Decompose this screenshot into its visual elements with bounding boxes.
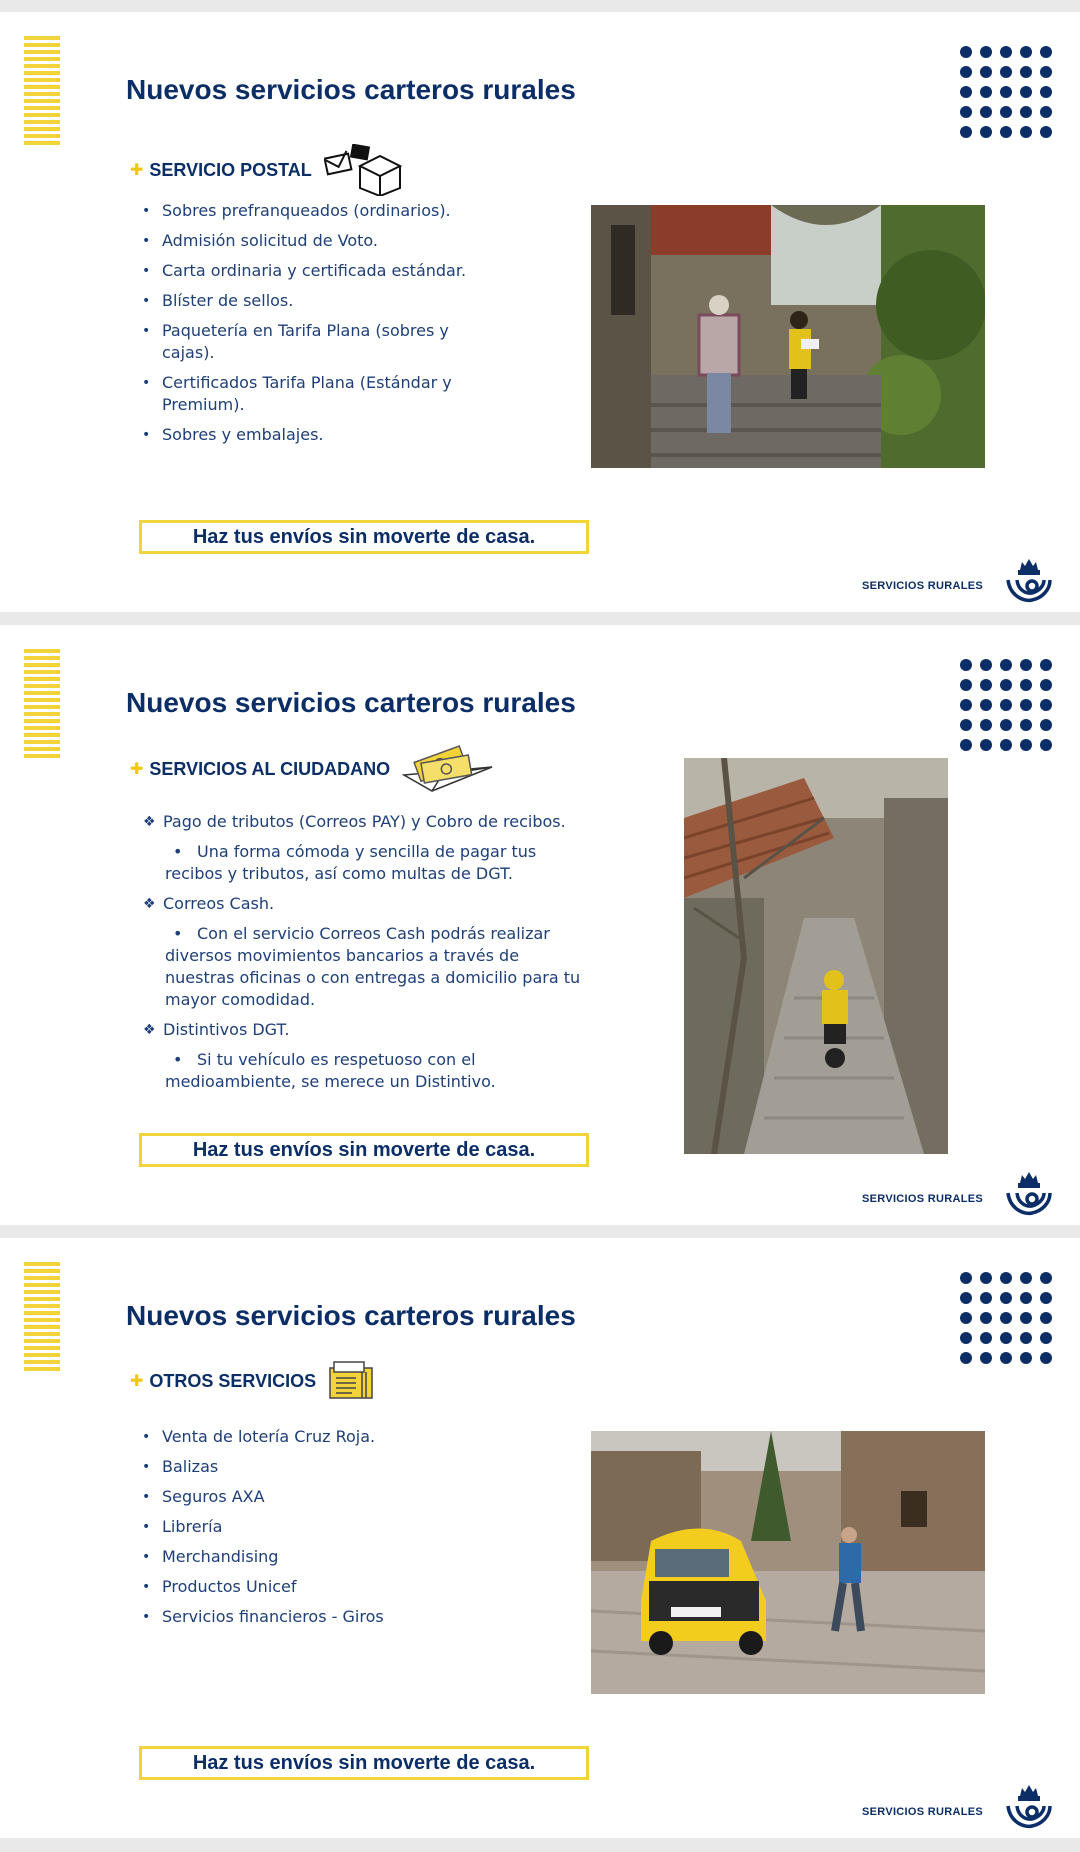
cta-banner: Haz tus envíos sin moverte de casa.: [139, 1746, 589, 1780]
list-item: ❖ Pago de tributos (Correos PAY) y Cobro de recibos.: [143, 811, 593, 833]
list-item: • Servicios financieros - Giros: [140, 1606, 470, 1628]
yellow-stripes-decoration: [24, 1262, 60, 1374]
section-label: OTROS SERVICIOS: [149, 1370, 317, 1391]
motorcycle-postman-stone-street-photo: [684, 758, 948, 1154]
plus-marker-icon: ✚: [130, 761, 144, 778]
dot-grid-decoration: [958, 1270, 1054, 1366]
list-item: • Merchandising: [140, 1546, 470, 1568]
service-list: [140, 200, 470, 454]
envelope-box-icon: [324, 144, 404, 196]
list-item: • Balizas: [140, 1456, 470, 1478]
list-item: ❖ Correos Cash.: [143, 893, 593, 915]
plus-marker-icon: ✚: [130, 1373, 144, 1390]
slide-title: Nuevos servicios carteros rurales: [126, 1300, 576, 1331]
list-item-detail: • Si tu vehículo es respetuoso con el medioambiente, se merece un Distintivo.: [165, 1050, 496, 1091]
slide-title: Nuevos servicios carteros rurales: [126, 74, 576, 105]
footer-label: SERVICIOS RURALES: [862, 580, 984, 592]
list-item: • Productos Unicef: [140, 1576, 470, 1598]
ticket-document-icon: [328, 1358, 374, 1404]
list-item: • Librería: [140, 1516, 470, 1538]
correos-logo-icon: [1004, 1782, 1054, 1832]
rural-street-postwoman-photo: [591, 205, 985, 468]
section-label: SERVICIO POSTAL: [149, 159, 312, 180]
cta-banner: Haz tus envíos sin moverte de casa.: [139, 1133, 589, 1167]
list-item: • Sobres prefranqueados (ordinarios).: [140, 200, 470, 222]
citizen-services-list: [143, 811, 593, 1101]
section-header: [130, 1358, 374, 1404]
dot-grid-decoration: [958, 657, 1054, 753]
service-list: [140, 1426, 470, 1636]
list-item: • Certificados Tarifa Plana (Estándar y Premium).: [140, 372, 470, 416]
correos-logo-icon: [1004, 556, 1054, 606]
list-item: • Seguros AXA: [140, 1486, 470, 1508]
slide-servicio-postal: [0, 12, 1080, 612]
list-item: • Sobres y embalajes.: [140, 424, 470, 446]
section-header: [130, 745, 494, 793]
list-item: • Paquetería en Tarifa Plana (sobres y cajas).: [140, 320, 470, 364]
yellow-stripes-decoration: [24, 36, 60, 148]
footer-label: SERVICIOS RURALES: [862, 1806, 984, 1818]
list-item-detail: • Con el servicio Correos Cash podrás realizar diversos movimientos bancarios a través de nuestras oficinas o con entregas a domicilio para tu mayor comodidad.: [165, 924, 581, 1009]
list-item: • Admisión solicitud de Voto.: [140, 230, 470, 252]
list-item: ❖ Distintivos DGT.: [143, 1019, 593, 1041]
footer-label: SERVICIOS RURALES: [862, 1193, 984, 1205]
slide-otros-servicios: [0, 1238, 1080, 1838]
list-item: • Venta de lotería Cruz Roja.: [140, 1426, 470, 1448]
plus-marker-icon: ✚: [130, 162, 144, 179]
money-paper-plane-icon: [402, 745, 494, 793]
yellow-van-village-photo: [591, 1431, 985, 1694]
list-item: • Blíster de sellos.: [140, 290, 470, 312]
yellow-stripes-decoration: [24, 649, 60, 761]
cta-banner: Haz tus envíos sin moverte de casa.: [139, 520, 589, 554]
section-header: [130, 144, 404, 196]
list-item: • Carta ordinaria y certificada estándar.: [140, 260, 470, 282]
list-item-detail: • Una forma cómoda y sencilla de pagar tus recibos y tributos, así como multas de DGT.: [165, 842, 537, 883]
dot-grid-decoration: [958, 44, 1054, 140]
correos-logo-icon: [1004, 1169, 1054, 1219]
slide-title: Nuevos servicios carteros rurales: [126, 687, 576, 718]
section-label: SERVICIOS AL CIUDADANO: [149, 758, 391, 779]
slide-servicios-ciudadano: [0, 625, 1080, 1225]
